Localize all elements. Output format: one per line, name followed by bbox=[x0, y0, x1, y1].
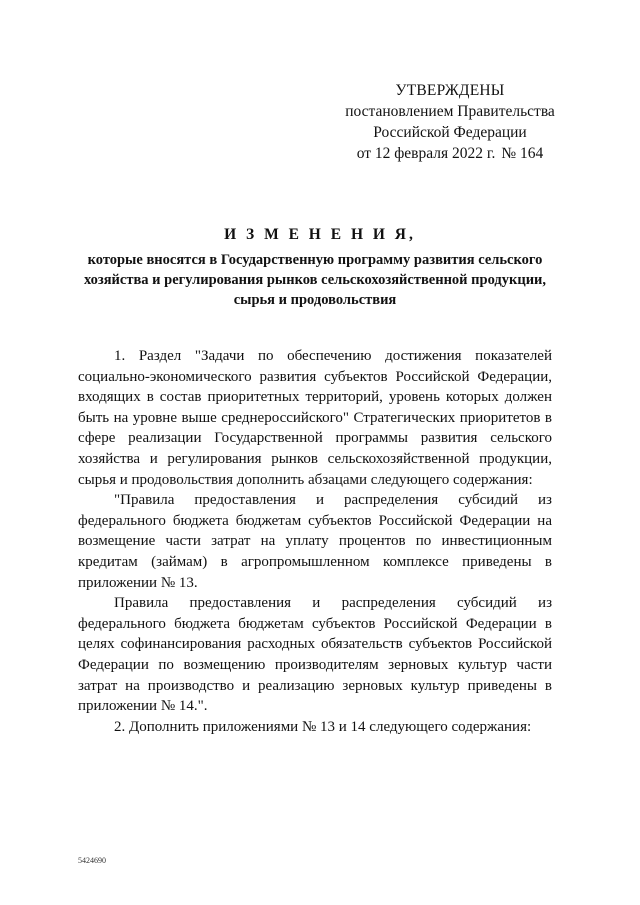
paragraph-4: 2. Дополнить приложениями № 13 и 14 следующего содержания: bbox=[114, 718, 532, 735]
paragraph-2: "Правила предоставления и распределения субсидий из федерального бюджета бюджетам субъектов Российской Федерации на возмещение части затрат на уплату процентов по инвестиционным кредитам (займам) в агропромышленном комплексе приведены в приложении № 13. bbox=[78, 492, 552, 591]
paragraph-3: Правила предоставления и распределения субсидий из федерального бюджета бюджетам субъектов Российской Федерации в целях софинансирования расходных обязательств субъектов Российской Федерации по возмещению производителям зерновых культур части затрат на производство и реализацию зерновых культур приведены в приложении № 14.". bbox=[78, 595, 552, 715]
approval-number: № 164 bbox=[501, 145, 544, 162]
approval-date: от 12 февраля 2022 г. bbox=[356, 145, 496, 162]
approval-date-line bbox=[340, 143, 560, 164]
approval-line-1: постановлением Правительства bbox=[345, 103, 555, 120]
approval-line-2: Российской Федерации bbox=[373, 124, 527, 141]
document-title: И З М Е Н Е Н И Я, bbox=[224, 226, 416, 243]
paragraph-1: 1. Раздел "Задачи по обеспечению достижения показателей социально-экономического развития субъектов Российской Федерации, входящих в состав приоритетных территорий, уровень которых должен быть на уровне выше среднероссийского" Стратегических приоритетов в сфере реализации Государственной программы развития сельского хозяйства и регулирования рынков сельскохозяйственной продукции, сырья и продовольствия дополнить абзацами следующего содержания: bbox=[78, 348, 552, 488]
document-body bbox=[78, 346, 552, 737]
document-subtitle: которые вносятся в Государственную программу развития сельского хозяйства и регулирования рынков сельскохозяйственной продукции, сырья и продовольствия bbox=[83, 252, 547, 308]
document-code: 5424690 bbox=[78, 856, 106, 865]
approval-block bbox=[340, 80, 560, 164]
approval-title: УТВЕРЖДЕНЫ bbox=[395, 82, 505, 99]
